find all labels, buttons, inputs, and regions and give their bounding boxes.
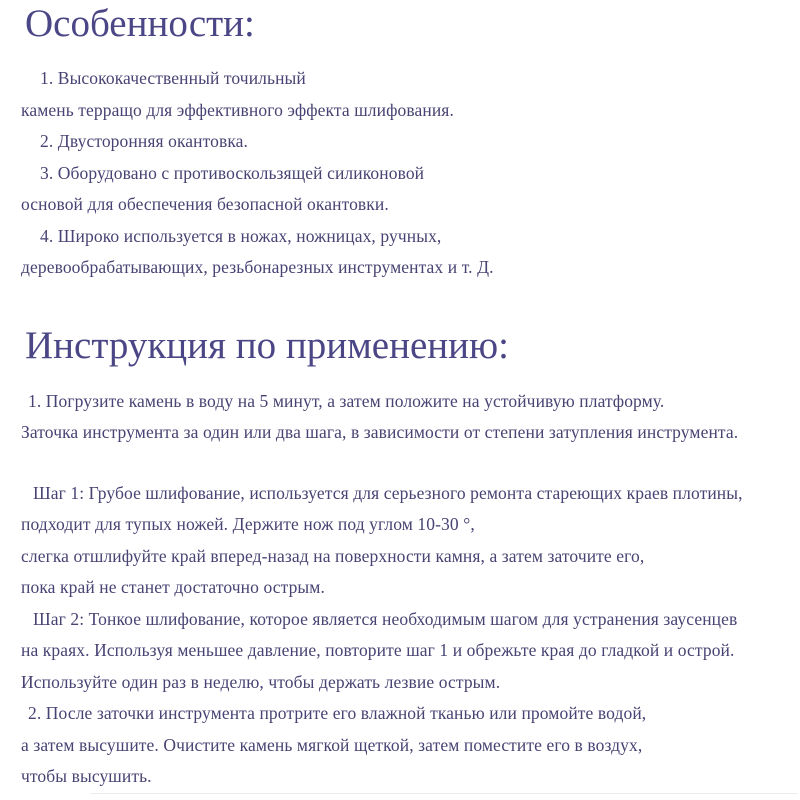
instruction-line: пока край не станет достаточно острым. (21, 577, 325, 597)
features-section (21, 0, 792, 284)
instruction-line: чтобы высушить. (21, 766, 152, 786)
instruction-line: слегка отшлифуйте край вперед-назад на поверхности камня, а затем заточите его, (21, 545, 645, 566)
bottom-divider (90, 793, 798, 794)
features-line: камень терращо для эффективного эффекта шлифования. (21, 99, 454, 120)
features-line: 3. Оборудовано с противоскользящей силиконовой (40, 162, 425, 183)
instruction-line: Используйте один раз в неделю, чтобы держать лезвие острым. (21, 671, 501, 692)
instructions-heading: Инструкция по применению: (25, 323, 509, 367)
instructions-section (21, 323, 792, 793)
features-line: 2. Двусторонняя окантовка. (40, 131, 249, 151)
features-line: 1. Высококачественный точильный (40, 68, 306, 88)
instruction-line: Шаг 1: Грубое шлифование, используется для серьезного ремонта стареющих краев плотины, (33, 482, 743, 503)
features-line: деревообрабатывающих, резьбонарезных инструментах и т. Д. (21, 257, 494, 277)
instruction-line: 1. Погрузите камень в воду на 5 минут, а затем положите на устойчивую платформу. (28, 390, 665, 411)
instruction-line: а затем высушите. Очистите камень мягкой щеткой, затем поместите его в воздух, (21, 734, 643, 755)
instructions-list (21, 386, 792, 793)
features-heading: Особенности: (25, 2, 255, 45)
instruction-line: Шаг 2: Тонкое шлифование, которое является необходимым шагом для устранения заусенцев (33, 608, 738, 629)
features-line: основой для обеспечения безопасной окантовки. (21, 194, 389, 214)
instruction-line: 2. После заточки инструмента протрите его влажной тканью или промойте водой, (28, 703, 647, 723)
instruction-line: подходит для тупых ножей. Держите нож под углом 10-30 °, (21, 514, 475, 534)
features-line: 4. Широко используется в ножах, ножницах, ручных, (40, 225, 442, 246)
instruction-line: на краях. Используя меньшее давление, повторите шаг 1 и обрежьте края до гладкой и острой. (21, 640, 735, 660)
instruction-line: Заточка инструмента за один или два шага, в зависимости от степени затупления инструмента. (21, 422, 739, 442)
features-list (21, 63, 792, 284)
paragraph-spacer (21, 449, 792, 478)
